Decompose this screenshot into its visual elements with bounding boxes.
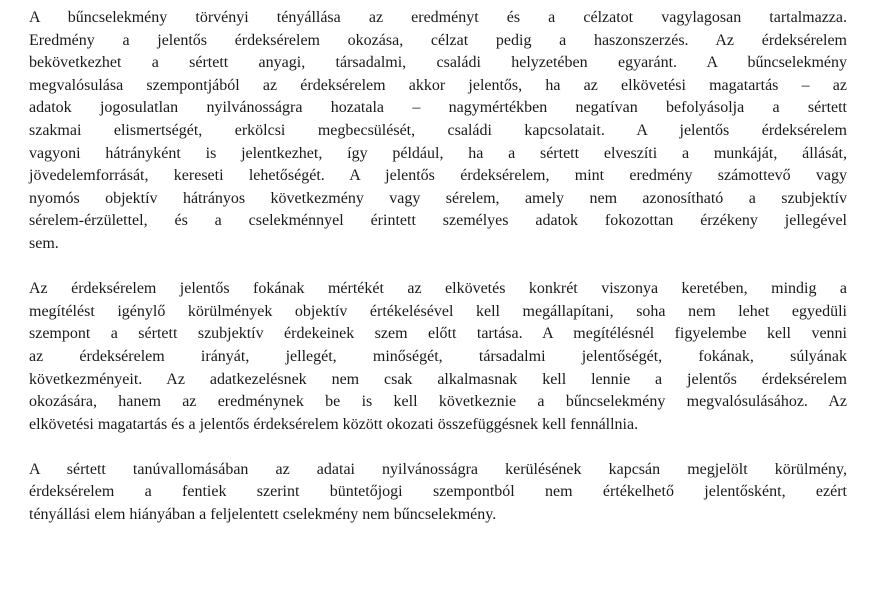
text-line: sérelem-érzülettel, és a cselekménnyel érintett személyes adatok fokozottan érzékeny jellegével — [29, 212, 847, 230]
text-line: tényállási elem hiányában a feljelentett cselekmény nem bűncselekmény. — [29, 506, 497, 524]
text-line: szakmai elismertségét, erkölcsi megbecsülését, családi kapcsolatait. A jelentős érdeksérelem — [29, 121, 847, 139]
paragraph-1 — [29, 7, 847, 256]
text-line: következményeit. Az adatkezelésnek nem csak alkalmasnak kell lennie a jelentős érdeksérelem — [29, 370, 847, 388]
text-line: vagyoni hátrányként is jelentkezhet, így például, ha a sértett elveszíti a munkáját, állását, — [29, 144, 847, 162]
text-line: sem. — [29, 234, 59, 252]
text-line: jövedelemforrását, kereseti lehetőségét. A jelentős érdeksérelem, mint eredmény számottevő vagy — [29, 167, 847, 185]
text-line: megítélést igénylő körülmények objektív értékelésével kell megállapítani, soha nem lehet egyedüli — [29, 302, 847, 320]
paragraph-gap — [29, 436, 847, 459]
text-line: elkövetési magatartás és a jelentős érdeksérelem között okozati összefüggésnek kell fennállnia. — [29, 415, 639, 433]
paragraph-gap — [29, 256, 847, 279]
paragraph-3 — [29, 459, 847, 527]
paragraph-2 — [29, 278, 847, 436]
text-line: A bűncselekmény törvényi tényállása az eredményt és a célzatot vagylagosan tartalmazza. — [29, 9, 847, 26]
text-line: megvalósulása szempontjából az érdeksérelem akkor jelentős, ha az elkövetési magatartás – az — [29, 76, 847, 94]
text-line: érdeksérelem a fentiek szerint büntetőjogi szempontból nem értékelhető jelentősként, ezért — [29, 483, 847, 501]
document-page — [29, 7, 847, 527]
text-line: bekövetkezhet a sértett anyagi, társadalmi, családi helyzetében egyaránt. A bűncselekmény — [29, 54, 847, 72]
text-line: Eredmény a jelentős érdeksérelem okozása, célzat pedig a haszonszerzés. Az érdeksérelem — [29, 31, 847, 49]
text-line: A sértett tanúvallomásában az adatai nyilvánosságra kerülésének kapcsán megjelölt körülmény, — [29, 460, 847, 478]
text-line: adatok jogosulatlan nyilvánosságra hozatala – nagymértékben negatívan befolyásolja a sértett — [29, 99, 847, 117]
text-line: szempont a sértett szubjektív érdekeinek szem előtt tartása. A megítélésnél figyelembe kell venni — [29, 325, 847, 343]
text-line: okozására, hanem az eredménynek be is kell következnie a bűncselekmény megvalósulásához. Az — [29, 393, 847, 411]
text-line: nyomós objektív hátrányos következmény vagy sérelem, amely nem azonosítható a szubjektív — [29, 189, 847, 207]
text-line: Az érdeksérelem jelentős fokának mértékét az elkövetés konkrét viszonya keretében, mindig a — [29, 280, 847, 298]
text-line: az érdeksérelem irányát, jellegét, minőségét, társadalmi jelentőségét, fokának, súlyának — [29, 347, 847, 365]
